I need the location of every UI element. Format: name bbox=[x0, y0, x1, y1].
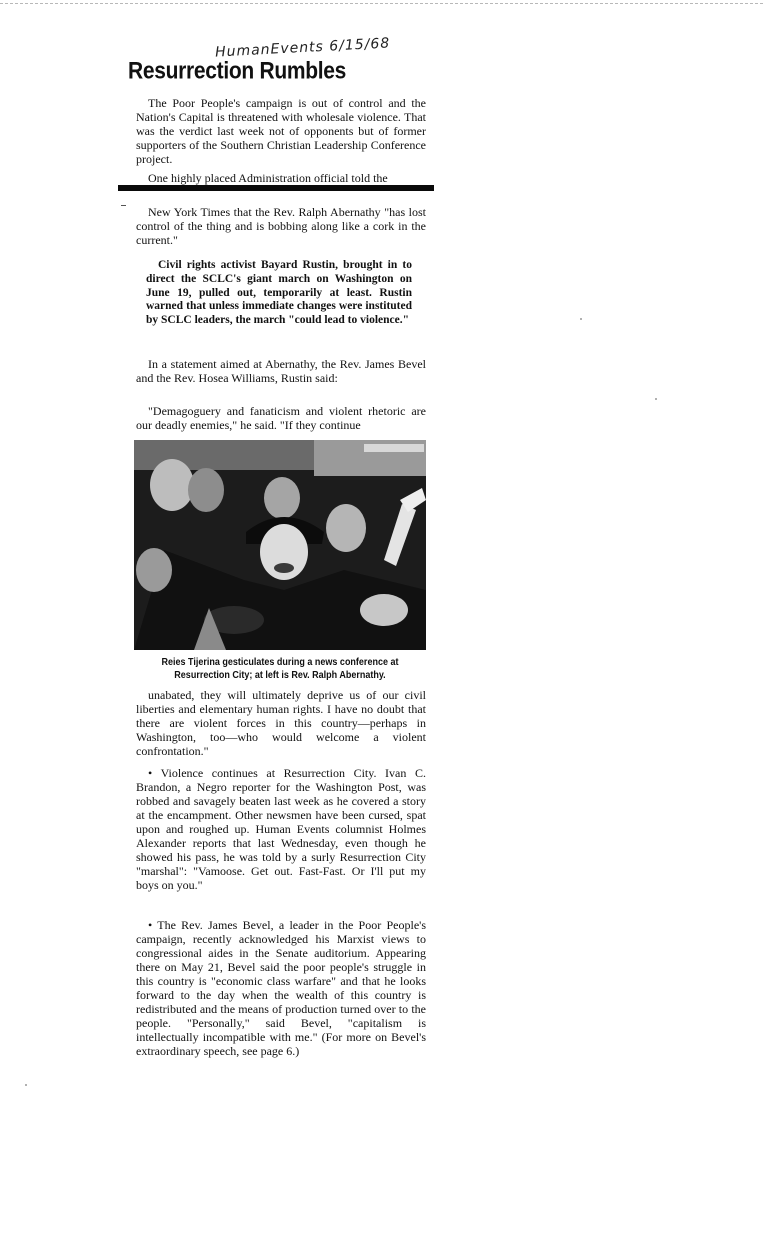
handwritten-source-note: HumanEvents 6/15/68 bbox=[214, 35, 391, 61]
scan-speck bbox=[25, 1084, 27, 1086]
article-paragraph-bullet-bevel: • The Rev. James Bevel, a leader in the Poor People's campaign, recently acknowledged his Marxist views to congressional aides in the Senate auditorium. Appearing there on May 21, Bevel said the poor people's struggle in this country is "economic class warfare" and that he looks forward to the day when the wealth of this country is redistributed and the means of production turned over to the people. "Personally," said Bevel, "capitalism is intellectually incompatible with me." (For more on Bevel's extraordinary speech, see page 6.) bbox=[136, 918, 426, 1058]
headline: Resurrection Rumbles bbox=[128, 58, 347, 85]
news-photo bbox=[134, 440, 426, 650]
scan-speck bbox=[580, 318, 582, 320]
photo-caption: Reies Tijerina gesticulates during a news conference at Resurrection City; at left is Rev. Ralph Abernathy. bbox=[161, 657, 399, 681]
article-paragraph-2: One highly placed Administration official told the bbox=[148, 171, 388, 185]
column-divider-rule bbox=[118, 185, 434, 191]
article-paragraph-1: The Poor People's campaign is out of control and the Nation's Capital is threatened with wholesale violence. That was the verdict last week not of opponents but of former supporters of the Southern Christian Leadership Conference project. bbox=[136, 96, 426, 166]
article-paragraph-5: In a statement aimed at Abernathy, the Rev. James Bevel and the Rev. Hosea Williams, Rustin said: bbox=[136, 357, 426, 385]
article-paragraph-3: New York Times that the Rev. Ralph Abernathy "has lost control of the thing and is bobbing along like a cork in the current." bbox=[136, 205, 426, 247]
article-paragraph-bullet-violence: • Violence continues at Resurrection City. Ivan C. Brandon, a Negro reporter for the Washington Post, was robbed and savagely beaten last week as he covered a story at the encampment. Other newsmen have been cursed, spat upon and roughed up. Human Events columnist Holmes Alexander reports that last Wednesday, even though he showed his pass, he was told by a surly Resurrection City "marshal": "Vamoose. Get out. Fast-Fast. Or I'll put my boys on you." bbox=[136, 766, 426, 892]
article-paragraph-7: unabated, they will ultimately deprive us of our civil liberties and elementary human rights. I have no doubt that there are violent forces in this country—perhaps in Washington, too—who would welcome a violent confrontation." bbox=[136, 688, 426, 758]
margin-mark bbox=[121, 205, 126, 206]
article-paragraph-bold-rustin: Civil rights activist Bayard Rustin, brought in to direct the SCLC's giant march on Washington on June 19, pulled out, temporarily at least. Rustin warned that unless immediate changes were instituted by SCLC leaders, the march "could lead to violence." bbox=[146, 259, 412, 327]
page-edge-dashes bbox=[0, 3, 763, 4]
scan-speck bbox=[655, 398, 657, 400]
news-photo-crowd-image bbox=[134, 440, 426, 650]
article-paragraph-6: "Demagoguery and fanaticism and violent rhetoric are our deadly enemies," he said. "If they continue bbox=[136, 404, 426, 432]
